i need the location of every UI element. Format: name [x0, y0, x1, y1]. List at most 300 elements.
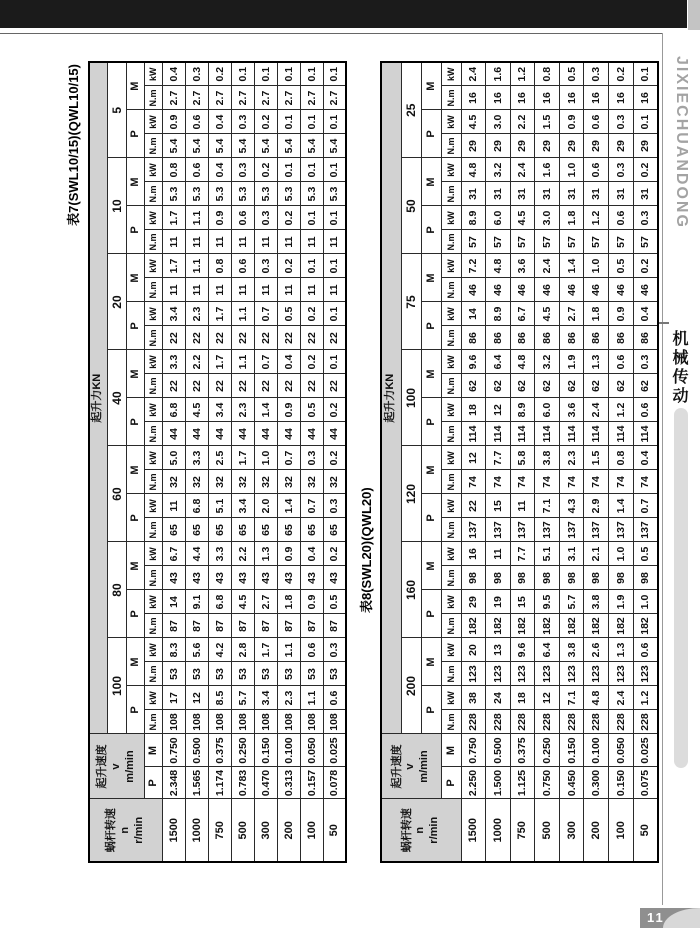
data-cell: 74: [584, 470, 609, 494]
data-cell: 32: [254, 470, 277, 494]
data-cell: 31: [609, 182, 634, 206]
data-cell: 74: [486, 470, 511, 494]
data-cell: 87: [277, 614, 300, 638]
data-cell: 0.1: [300, 110, 323, 134]
data-cell: 8.9: [486, 302, 511, 326]
data-cell: 0.250: [231, 734, 254, 767]
header-cell: N.m: [144, 470, 162, 494]
data-cell: 57: [510, 230, 535, 254]
data-cell: 0.3: [323, 494, 346, 518]
data-cell: 7.7: [510, 542, 535, 566]
data-cell: 137: [584, 518, 609, 542]
data-cell: 5.3: [185, 182, 208, 206]
data-cell: 6.7: [510, 302, 535, 326]
data-cell: 1.4: [277, 494, 300, 518]
data-cell: 0.1: [323, 158, 346, 182]
data-cell: 0.9: [162, 110, 185, 134]
data-cell: 53: [254, 662, 277, 686]
data-cell: 4.2: [208, 638, 231, 662]
data-cell: 43: [185, 566, 208, 590]
data-cell: 0.025: [323, 734, 346, 767]
header-cell: kW: [144, 638, 162, 662]
data-cell: 5.1: [535, 542, 560, 566]
data-cell: 3.4: [254, 686, 277, 710]
data-cell: 500: [535, 799, 560, 862]
data-cell: 6.7: [162, 542, 185, 566]
data-cell: 0.1: [633, 110, 658, 134]
header-cell: 60: [107, 446, 126, 542]
data-cell: 22: [323, 326, 346, 350]
header-cell: N.m: [144, 374, 162, 398]
header-cell: kW: [144, 446, 162, 470]
data-cell: 87: [185, 614, 208, 638]
data-cell: 16: [510, 86, 535, 110]
data-cell: 0.3: [609, 158, 634, 182]
data-cell: 0.3: [231, 158, 254, 182]
data-cell: 1.5: [584, 446, 609, 470]
data-cell: 57: [609, 230, 634, 254]
data-cell: 0.3: [185, 62, 208, 86]
data-cell: 5.4: [277, 134, 300, 158]
data-cell: 18: [510, 686, 535, 710]
data-cell: 22: [254, 326, 277, 350]
data-cell: 44: [300, 422, 323, 446]
header-cell: M: [421, 446, 441, 494]
data-cell: 2.7: [559, 302, 584, 326]
data-cell: 228: [584, 710, 609, 734]
data-cell: 65: [185, 518, 208, 542]
header-cell: kW: [144, 398, 162, 422]
header-cell: 5: [107, 62, 126, 158]
sidebar-section-title: 机械传动: [670, 330, 687, 406]
data-cell: 1500: [461, 799, 486, 862]
data-cell: 2.6: [584, 638, 609, 662]
data-cell: 1.2: [633, 686, 658, 710]
data-cell: 62: [559, 374, 584, 398]
data-cell: 4.4: [185, 542, 208, 566]
header-cell: P: [126, 590, 144, 638]
data-cell: 22: [162, 326, 185, 350]
data-cell: 43: [300, 566, 323, 590]
data-cell: 0.1: [323, 302, 346, 326]
data-cell: 57: [535, 230, 560, 254]
data-cell: 62: [584, 374, 609, 398]
data-cell: 5.3: [300, 182, 323, 206]
data-cell: 5.4: [185, 134, 208, 158]
data-cell: 0.1: [633, 62, 658, 86]
data-cell: 0.8: [162, 158, 185, 182]
data-cell: 5.1: [208, 494, 231, 518]
data-cell: 1.3: [254, 542, 277, 566]
data-cell: 1.1: [185, 254, 208, 278]
data-cell: 0.3: [231, 110, 254, 134]
data-cell: 114: [633, 422, 658, 446]
header-cell: M: [421, 62, 441, 110]
data-cell: 11: [208, 278, 231, 302]
data-cell: 5.6: [185, 638, 208, 662]
data-cell: 2.348: [162, 767, 185, 799]
data-cell: 8.9: [461, 206, 486, 230]
data-cell: 0.6: [300, 638, 323, 662]
header-cell: kW: [441, 254, 461, 278]
data-cell: 200: [277, 799, 300, 862]
data-cell: 0.470: [254, 767, 277, 799]
data-cell: 0.7: [254, 302, 277, 326]
data-cell: 0.750: [461, 734, 486, 767]
data-cell: 123: [486, 662, 511, 686]
header-cell: kW: [441, 542, 461, 566]
data-cell: 22: [185, 374, 208, 398]
data-cell: 20: [461, 638, 486, 662]
data-cell: 4.8: [486, 254, 511, 278]
data-cell: 0.3: [254, 254, 277, 278]
data-cell: 4.5: [510, 206, 535, 230]
data-cell: 4.5: [535, 302, 560, 326]
data-cell: 86: [584, 326, 609, 350]
data-cell: 5.3: [208, 182, 231, 206]
data-cell: 2.7: [208, 86, 231, 110]
data-cell: 182: [559, 614, 584, 638]
data-cell: 14: [461, 302, 486, 326]
data-cell: 5.4: [231, 134, 254, 158]
data-cell: 5.3: [231, 182, 254, 206]
data-cell: 16: [535, 86, 560, 110]
data-cell: 86: [535, 326, 560, 350]
data-cell: 3.6: [559, 398, 584, 422]
data-cell: 114: [486, 422, 511, 446]
data-cell: 0.5: [277, 302, 300, 326]
data-cell: 15: [510, 590, 535, 614]
data-cell: 1.9: [559, 350, 584, 374]
data-cell: 65: [300, 518, 323, 542]
data-cell: 87: [254, 614, 277, 638]
data-cell: 1.0: [633, 590, 658, 614]
data-cell: 0.150: [559, 734, 584, 767]
data-cell: 31: [633, 182, 658, 206]
data-cell: 43: [208, 566, 231, 590]
data-cell: 0.6: [231, 254, 254, 278]
data-cell: 62: [510, 374, 535, 398]
data-cell: 74: [559, 470, 584, 494]
data-cell: 2.4: [510, 158, 535, 182]
data-cell: 6.8: [185, 494, 208, 518]
data-cell: 0.500: [486, 734, 511, 767]
header-cell: N.m: [441, 662, 461, 686]
data-cell: 2.2: [231, 542, 254, 566]
data-cell: 53: [162, 662, 185, 686]
data-cell: 32: [208, 470, 231, 494]
data-cell: 13: [486, 638, 511, 662]
data-cell: 46: [535, 278, 560, 302]
data-cell: 0.1: [300, 206, 323, 230]
data-cell: 6.4: [486, 350, 511, 374]
header-cell: M: [126, 446, 144, 494]
data-cell: 32: [185, 470, 208, 494]
data-cell: 1.1: [231, 302, 254, 326]
data-cell: 2.2: [510, 110, 535, 134]
header-cell: P: [421, 398, 441, 446]
data-cell: 16: [461, 542, 486, 566]
data-cell: 31: [535, 182, 560, 206]
data-cell: 1.1: [300, 686, 323, 710]
data-cell: 0.3: [300, 446, 323, 470]
header-cell: N.m: [144, 278, 162, 302]
header-cell: kW: [144, 686, 162, 710]
data-cell: 0.6: [185, 158, 208, 182]
data-cell: 5.8: [510, 446, 535, 470]
header-cell: 起升力KN: [89, 62, 107, 734]
data-cell: 62: [486, 374, 511, 398]
data-cell: 2.3: [559, 446, 584, 470]
data-cell: 32: [162, 470, 185, 494]
data-cell: 2.7: [277, 86, 300, 110]
data-cell: 0.1: [300, 62, 323, 86]
data-cell: 22: [277, 326, 300, 350]
data-cell: 46: [633, 278, 658, 302]
data-cell: 0.7: [277, 446, 300, 470]
data-cell: 0.2: [277, 206, 300, 230]
data-cell: 53: [277, 662, 300, 686]
data-cell: 3.4: [231, 494, 254, 518]
data-cell: 4.8: [584, 686, 609, 710]
data-cell: 228: [609, 710, 634, 734]
header-cell: P: [126, 494, 144, 542]
header-cell: N.m: [441, 278, 461, 302]
header-cell: kW: [144, 590, 162, 614]
data-cell: 31: [461, 182, 486, 206]
header-cell: 120: [401, 446, 421, 542]
data-cell: 46: [486, 278, 511, 302]
data-cell: 0.6: [584, 158, 609, 182]
header-cell: N.m: [441, 422, 461, 446]
header-cell: 20: [107, 254, 126, 350]
header-cell: M: [126, 638, 144, 686]
data-cell: 98: [559, 566, 584, 590]
data-cell: 137: [609, 518, 634, 542]
data-cell: 2.7: [254, 590, 277, 614]
data-cell: 43: [162, 566, 185, 590]
data-cell: 1.8: [584, 302, 609, 326]
data-cell: 108: [300, 710, 323, 734]
data-cell: 0.2: [300, 302, 323, 326]
data-cell: 15: [486, 494, 511, 518]
data-cell: 43: [323, 566, 346, 590]
data-cell: 123: [510, 662, 535, 686]
data-cell: 22: [300, 374, 323, 398]
data-cell: 44: [254, 422, 277, 446]
data-cell: 3.3: [208, 542, 231, 566]
data-cell: 0.313: [277, 767, 300, 799]
data-cell: 0.5: [559, 62, 584, 86]
data-cell: 44: [162, 422, 185, 446]
data-cell: 7.2: [461, 254, 486, 278]
data-cell: 1.8: [277, 590, 300, 614]
data-cell: 1.7: [231, 446, 254, 470]
header-cell: 10: [107, 158, 126, 254]
data-cell: 3.3: [185, 446, 208, 470]
data-cell: 0.4: [633, 446, 658, 470]
data-cell: 0.075: [633, 767, 658, 799]
header-cell: M: [421, 350, 441, 398]
data-cell: 6.0: [486, 206, 511, 230]
header-cell: M: [144, 734, 162, 767]
header-cell: P: [144, 767, 162, 799]
data-cell: 0.375: [208, 734, 231, 767]
data-cell: 5.0: [162, 446, 185, 470]
data-cell: 7.1: [535, 494, 560, 518]
data-cell: 98: [633, 566, 658, 590]
data-cell: 0.5: [300, 398, 323, 422]
data-cell: 57: [559, 230, 584, 254]
header-cell: N.m: [441, 86, 461, 110]
data-cell: 1.500: [486, 767, 511, 799]
data-cell: 2.7: [231, 86, 254, 110]
data-cell: 32: [323, 470, 346, 494]
header-cell: P: [126, 110, 144, 158]
header-cell: 80: [107, 542, 126, 638]
header-cell: N.m: [144, 710, 162, 734]
data-cell: 3.4: [208, 398, 231, 422]
data-cell: 0.2: [254, 110, 277, 134]
data-cell: 3.1: [559, 542, 584, 566]
header-cell: N.m: [441, 710, 461, 734]
data-cell: 29: [461, 134, 486, 158]
data-cell: 1.7: [208, 350, 231, 374]
data-cell: 53: [323, 662, 346, 686]
data-cell: 0.150: [609, 767, 634, 799]
data-cell: 3.6: [510, 254, 535, 278]
data-cell: 31: [510, 182, 535, 206]
data-cell: 123: [535, 662, 560, 686]
data-cell: 6.0: [535, 398, 560, 422]
data-cell: 12: [461, 446, 486, 470]
data-cell: 62: [633, 374, 658, 398]
data-cell: 1.0: [609, 542, 634, 566]
data-cell: 11: [162, 494, 185, 518]
data-cell: 0.050: [609, 734, 634, 767]
header-cell: kW: [144, 158, 162, 182]
header-cell: P: [421, 302, 441, 350]
data-cell: 3.8: [559, 638, 584, 662]
data-cell: 32: [231, 470, 254, 494]
data-cell: 0.1: [231, 62, 254, 86]
data-cell: 0.2: [323, 542, 346, 566]
header-cell: kW: [441, 62, 461, 86]
data-cell: 182: [584, 614, 609, 638]
data-cell: 46: [609, 278, 634, 302]
data-cell: 0.8: [535, 62, 560, 86]
data-cell: 0.8: [208, 254, 231, 278]
data-cell: 43: [277, 566, 300, 590]
data-cell: 0.3: [609, 110, 634, 134]
data-cell: 62: [461, 374, 486, 398]
data-cell: 0.4: [300, 542, 323, 566]
data-cell: 11: [185, 230, 208, 254]
corner-gray-block: [688, 0, 700, 30]
data-cell: 4.5: [461, 110, 486, 134]
data-cell: 44: [185, 422, 208, 446]
data-cell: 22: [208, 374, 231, 398]
data-cell: 1.6: [535, 158, 560, 182]
data-cell: 137: [633, 518, 658, 542]
data-cell: 0.025: [633, 734, 658, 767]
header-cell: N.m: [441, 230, 461, 254]
data-cell: 1.7: [208, 302, 231, 326]
data-cell: 0.5: [633, 542, 658, 566]
data-cell: 0.1: [323, 350, 346, 374]
data-cell: 65: [162, 518, 185, 542]
header-cell: 100: [401, 350, 421, 446]
data-cell: 57: [486, 230, 511, 254]
data-cell: 1.1: [231, 350, 254, 374]
table7-mount: [88, 62, 347, 863]
data-cell: 86: [486, 326, 511, 350]
header-cell: kW: [144, 542, 162, 566]
data-cell: 87: [162, 614, 185, 638]
data-cell: 1.0: [559, 158, 584, 182]
data-cell: 11: [254, 278, 277, 302]
data-cell: 0.750: [535, 767, 560, 799]
header-cell: kW: [144, 350, 162, 374]
data-cell: 0.2: [633, 158, 658, 182]
data-cell: 1.2: [510, 62, 535, 86]
data-cell: 2.3: [277, 686, 300, 710]
data-cell: 0.9: [300, 590, 323, 614]
data-cell: 0.3: [254, 206, 277, 230]
data-cell: 44: [208, 422, 231, 446]
data-cell: 29: [559, 134, 584, 158]
data-cell: 32: [300, 470, 323, 494]
header-cell: 100: [107, 638, 126, 734]
data-cell: 108: [323, 710, 346, 734]
data-cell: 31: [584, 182, 609, 206]
data-cell: 0.1: [277, 158, 300, 182]
data-cell: 1.7: [162, 206, 185, 230]
data-cell: 1000: [185, 799, 208, 862]
lifting-table-8: [380, 61, 659, 863]
data-cell: 98: [535, 566, 560, 590]
data-cell: 0.4: [633, 302, 658, 326]
data-cell: 1500: [162, 799, 185, 862]
data-cell: 0.4: [162, 62, 185, 86]
data-cell: 2.5: [208, 446, 231, 470]
data-cell: 29: [486, 134, 511, 158]
data-cell: 7.7: [486, 446, 511, 470]
data-cell: 57: [461, 230, 486, 254]
data-cell: 98: [510, 566, 535, 590]
header-cell: 25: [401, 62, 421, 158]
data-cell: 0.5: [609, 254, 634, 278]
table8-mount: [380, 62, 659, 863]
header-cell: N.m: [144, 326, 162, 350]
header-cell: P: [441, 767, 461, 799]
data-cell: 114: [535, 422, 560, 446]
data-cell: 0.1: [323, 62, 346, 86]
data-cell: 0.1: [277, 110, 300, 134]
data-cell: 182: [510, 614, 535, 638]
header-cell: P: [126, 686, 144, 734]
data-cell: 0.1: [300, 254, 323, 278]
data-cell: 0.6: [323, 686, 346, 710]
data-cell: 2.0: [254, 494, 277, 518]
data-cell: 74: [633, 470, 658, 494]
data-cell: 114: [559, 422, 584, 446]
data-cell: 0.2: [609, 62, 634, 86]
data-cell: 11: [277, 278, 300, 302]
data-cell: 1.4: [609, 494, 634, 518]
data-cell: 86: [609, 326, 634, 350]
data-cell: 22: [323, 374, 346, 398]
